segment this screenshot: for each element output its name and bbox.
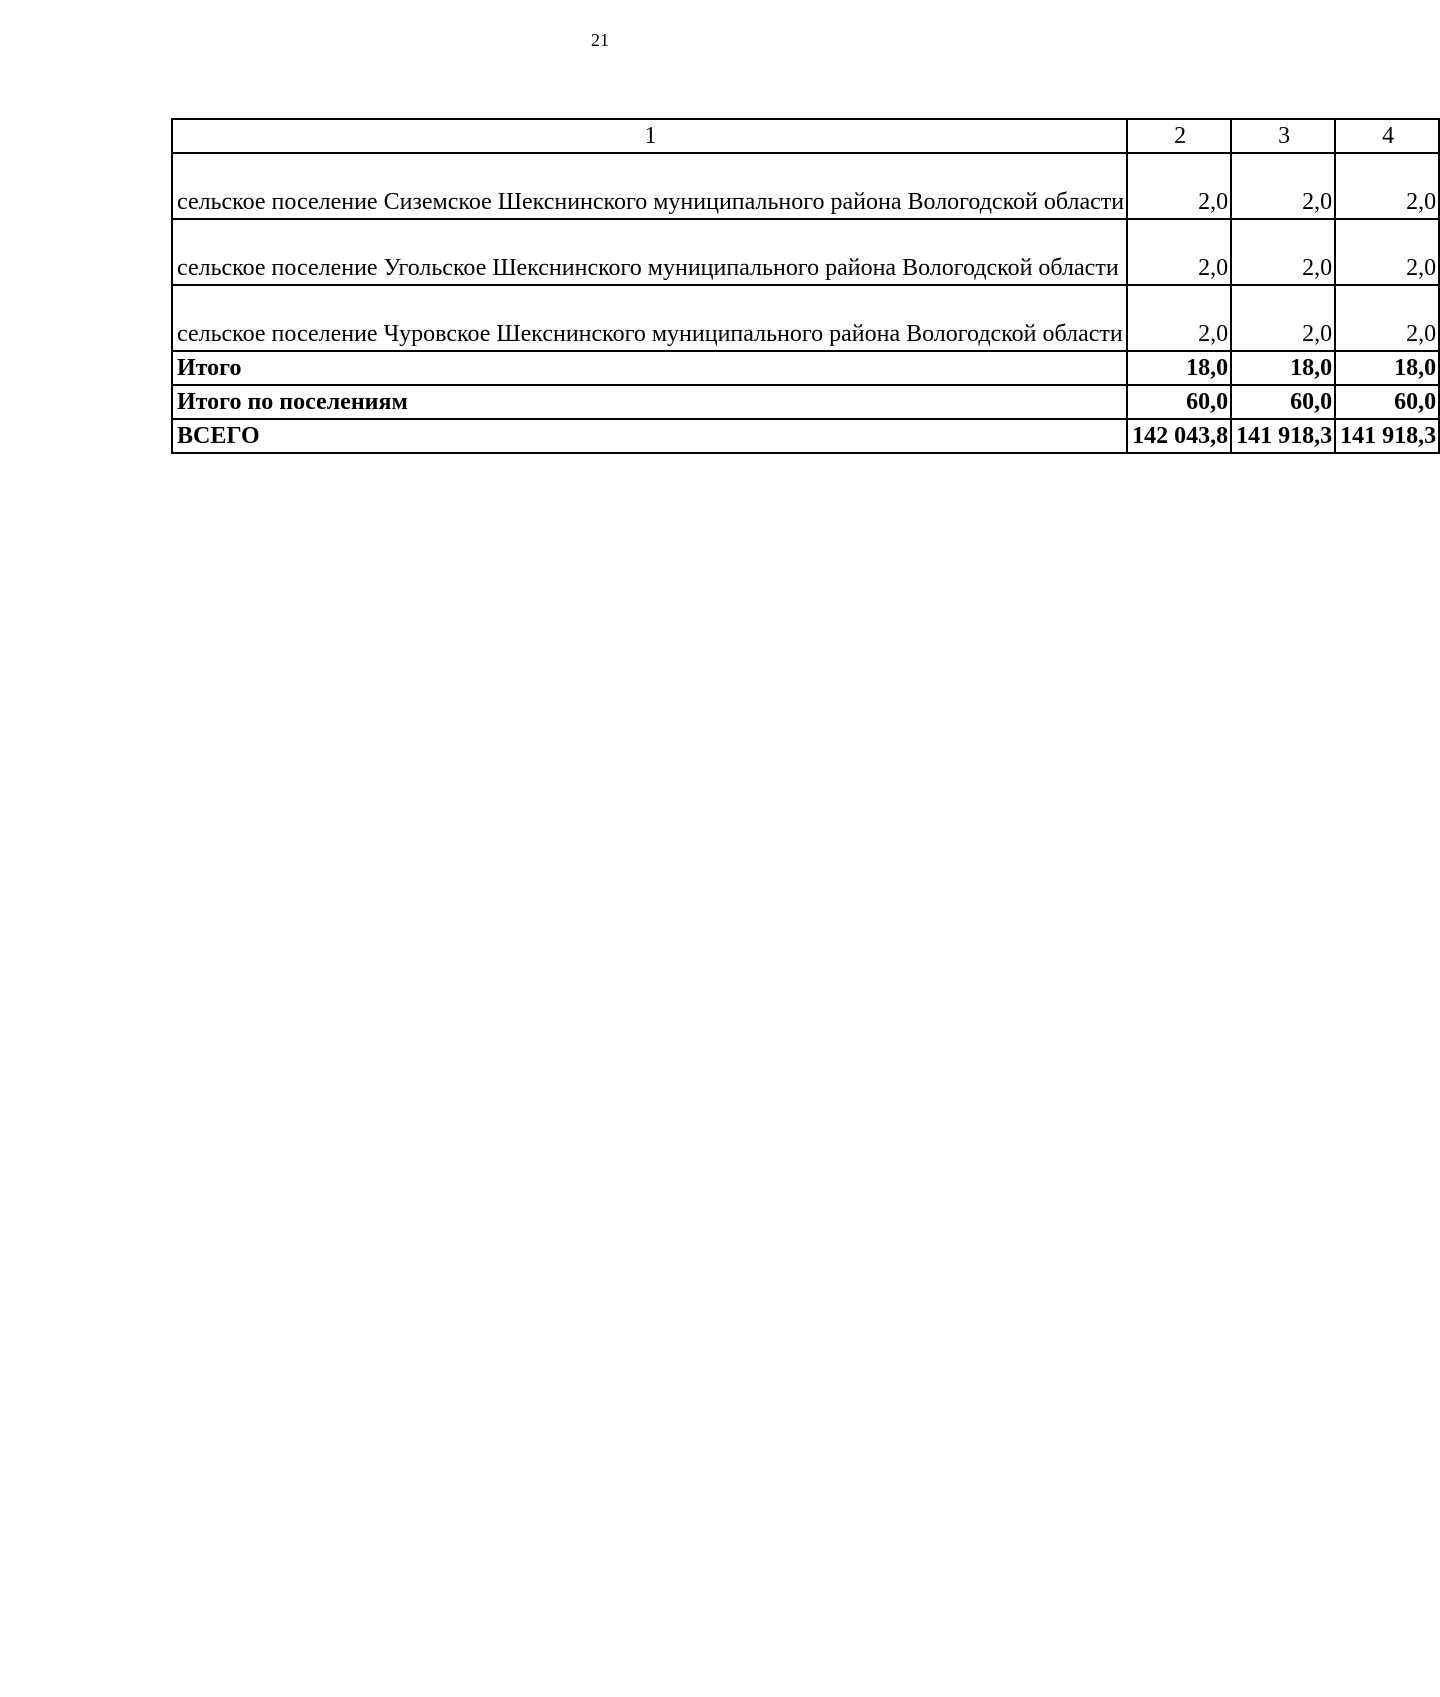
page-number: 21 [591, 30, 609, 50]
table-row-itogo [172, 351, 1439, 385]
row-value-col3: 60,0 [1231, 385, 1335, 419]
row-name: сельское поселение Чуровское Шекснинского муниципального района Вологодской области [172, 285, 1127, 351]
row-name: ВСЕГО [172, 419, 1127, 453]
table-row-churovskoe [172, 285, 1439, 351]
row-value-col4: 60,0 [1335, 385, 1439, 419]
table-row-sizemskoe [172, 153, 1439, 219]
row-value-col4: 2,0 [1335, 285, 1439, 351]
row-value-col4: 2,0 [1335, 219, 1439, 285]
row-value-col4: 18,0 [1335, 351, 1439, 385]
row-value-col2: 60,0 [1127, 385, 1231, 419]
row-value-col2: 142 043,8 [1127, 419, 1231, 453]
column-header-4: 4 [1335, 119, 1439, 153]
table-header-row [172, 119, 1439, 153]
row-value-col2: 2,0 [1127, 153, 1231, 219]
row-value-col4: 141 918,3 [1335, 419, 1439, 453]
table-row-vsego [172, 419, 1439, 453]
row-value-col2: 18,0 [1127, 351, 1231, 385]
row-name: Итого по поселениям [172, 385, 1127, 419]
row-value-col2: 2,0 [1127, 219, 1231, 285]
row-value-col3: 2,0 [1231, 219, 1335, 285]
row-value-col2: 2,0 [1127, 285, 1231, 351]
row-value-col3: 141 918,3 [1231, 419, 1335, 453]
budget-table [171, 118, 1440, 454]
row-name: Итого [172, 351, 1127, 385]
column-header-2: 2 [1127, 119, 1231, 153]
row-value-col3: 2,0 [1231, 153, 1335, 219]
row-name: сельское поселение Сиземское Шекснинского муниципального района Вологодской области [172, 153, 1127, 219]
row-value-col4: 2,0 [1335, 153, 1439, 219]
table-row-itogo-po-poseleniyam [172, 385, 1439, 419]
table-row-ugolskoe [172, 219, 1439, 285]
column-header-3: 3 [1231, 119, 1335, 153]
row-value-col3: 2,0 [1231, 285, 1335, 351]
row-value-col3: 18,0 [1231, 351, 1335, 385]
column-header-1: 1 [172, 119, 1127, 153]
row-name: сельское поселение Угольское Шекснинского муниципального района Вологодской области [172, 219, 1127, 285]
